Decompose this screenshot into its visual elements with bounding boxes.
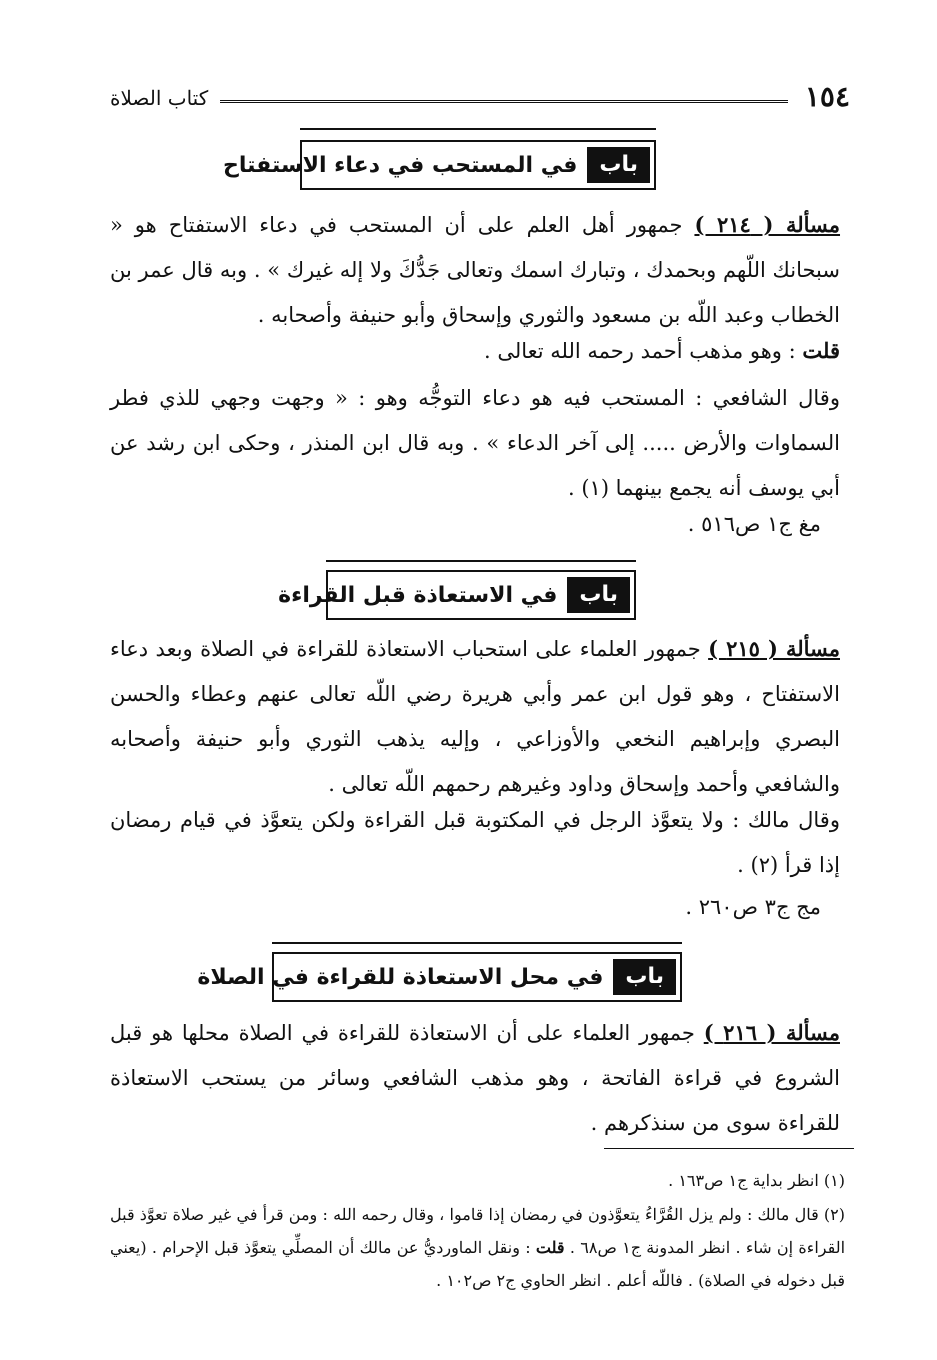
footnote: [110, 1164, 845, 1197]
paragraph: [110, 798, 840, 888]
running-header: [110, 80, 850, 120]
page-number: ١٥٤: [804, 80, 850, 113]
issue-number: مسألة ( ٢١٤ ): [694, 212, 841, 237]
chapter-tag: باب: [567, 577, 630, 613]
paragraph-text: وقال الشافعي : المستحب فيه هو دعاء التوجُّه وهو : « وجهت وجهي للذي فطر السماوات والأرض ..... إلى آخر الدعاء » . وبه قال ابن المنذر ، وحكى ابن رشد عن أبي يوسف أنه يجمع بينهما (١) .: [110, 386, 840, 500]
paragraph-text: وقال مالك : ولا يتعوَّذ الرجل في المكتوبة قبل القراءة ولكن يتعوَّذ في قيام رمضان إذا قرأ (٢) .: [110, 808, 840, 877]
paragraph-text: جمهور العلماء على استحباب الاستعاذة للقراءة في الصلاة وبعد دعاء الاستفتاح ، وهو قول ابن عمر وأبي هريرة رضي اللّه تعالى عنهم وعطاء والحسن البصري وإبراهيم النخعي والأوزاعي ، وإليه يذهب الثوري وأبو حنيفة وأصحابه والشافعي وأحمد وإسحاق وداود وغيرهم رحمهم اللّه تعالى .: [110, 637, 840, 796]
issue-number: مسألة ( ٢١٦ ): [703, 1020, 840, 1045]
paragraph-text: : وهو مذهب أحمد رحمه الله تعالى .: [483, 339, 803, 363]
header-rule: [220, 100, 788, 105]
chapter-title: في محل الاستعاذة للقراءة في الصلاة: [197, 964, 604, 990]
book-title: كتاب الصلاة: [110, 86, 209, 110]
paragraph: [110, 202, 840, 338]
chapter-heading-box: [197, 952, 682, 1002]
chapter-title: في المستحب في دعاء الاستفتاح: [223, 152, 578, 178]
note-lead: قلت: [802, 338, 840, 363]
paragraph: [110, 1010, 840, 1146]
paragraph: [110, 376, 840, 511]
chapter-tag: باب: [587, 147, 650, 183]
chapter-top-rule: [326, 560, 636, 562]
paragraph: [110, 626, 840, 807]
chapter-heading-box: [223, 140, 656, 190]
footnote-text: : ونقل الماورديُّ عن مالك أن المصلِّي يتعوَّذ قبل الإحرام . (يعني قبل دخوله في الصلاة) . فاللّه أعلم . انظر الحاوي ج٢ ص١٠٢ .: [110, 1238, 845, 1290]
source-reference: مغ ج١ ص٥١٦ .: [687, 512, 821, 536]
chapter-heading-box: [278, 570, 636, 620]
issue-number: مسألة ( ٢١٥ ): [708, 636, 840, 661]
paragraph-text: جمهور العلماء على أن الاستعاذة للقراءة في الصلاة محلها هو قبل الشروع في قراءة الفاتحة ، وهو مذهب الشافعي وسائر من يستحب الاستعاذة للقراءة سوى من سنذكرهم .: [110, 1021, 840, 1135]
footnote: [110, 1198, 845, 1297]
source-reference: مج ج٣ ص٢٦٠ .: [685, 895, 821, 919]
chapter-top-rule: [272, 942, 682, 944]
footnote-rule: [604, 1148, 854, 1149]
chapter-top-rule: [300, 128, 656, 130]
chapter-tag: باب: [613, 959, 676, 995]
footnote-text: (٢) قال مالك : ولم يزل القُرَّاءُ يتعوَّذون في رمضان إذا قاموا ، وقال رحمه الله : ومن قرأ في غير صلاة تعوَّذ قبل القراءة إن شاء . انظر المدونة ج١ ص٦٨ .: [110, 1205, 846, 1257]
footnote-lead: قلت: [535, 1238, 565, 1257]
paragraph: [110, 328, 840, 374]
chapter-title: في الاستعاذة قبل القراءة: [278, 582, 558, 608]
footnote-text: (١) انظر بداية ج١ ص١٦٣ .: [668, 1171, 845, 1190]
paragraph-text: جمهور أهل العلم على أن المستحب في دعاء الاستفتاح هو « سبحانك اللّهم وبحمدك ، وتبارك اسمك وتعالى جَدُّكَ ولا إله غيرك » . وبه قال عمر بن الخطاب وعبد اللّه بن مسعود والثوري وإسحاق وأبو حنيفة وأصحابه .: [110, 213, 840, 327]
